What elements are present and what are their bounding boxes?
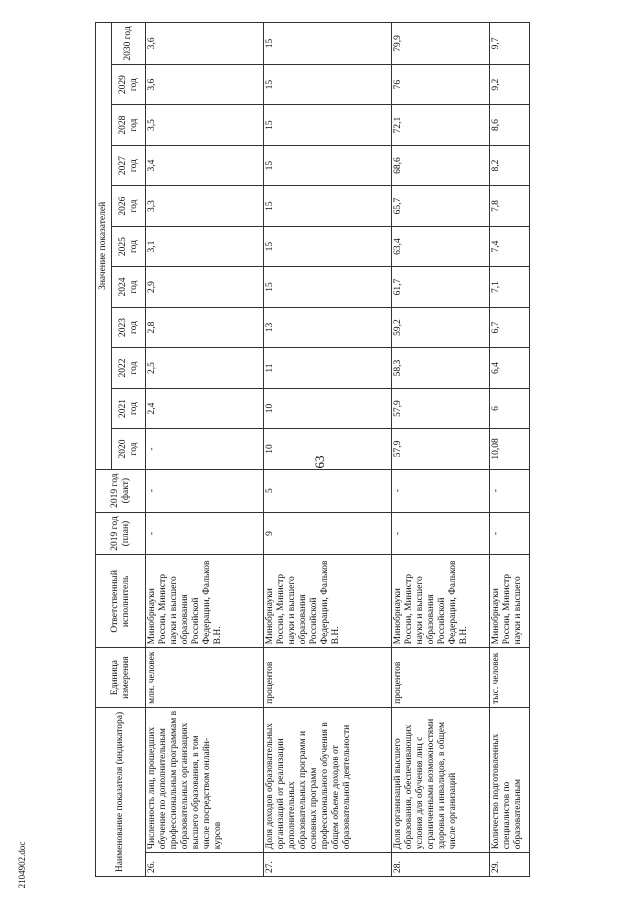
value-cell: 2,9 (146, 267, 264, 307)
value-cell: 6,4 (490, 348, 530, 388)
value-cell: 59,2 (392, 307, 490, 347)
indicators-table (95, 22, 530, 877)
responsible-cell: Минобрнауки России, Министр науки и высшего образования Российской Федерации, Фальков В.Н. (146, 555, 264, 648)
header-year: 2029 год (112, 64, 146, 104)
plan-2019-cell: 9 (264, 512, 392, 555)
value-cell: 68,6 (392, 145, 490, 185)
header-year: 2023 год (112, 307, 146, 347)
value-cell: 10,08 (490, 429, 530, 469)
value-cell: 7,8 (490, 186, 530, 226)
table-row (146, 23, 264, 877)
row-number: 28. (392, 853, 490, 877)
header-year: 2020 год (112, 429, 146, 469)
file-id: 2104902.doc (17, 841, 27, 889)
row-number: 26. (146, 853, 264, 877)
header-indicator-name: Наименование показателя (индикатора) (96, 707, 146, 876)
plan-2019-cell: - (490, 512, 530, 555)
header-year: 2028 год (112, 105, 146, 145)
header-year: 2026 год (112, 186, 146, 226)
header-year: 2021 год (112, 388, 146, 428)
value-cell: 3,4 (146, 145, 264, 185)
indicator-name: Численность лиц, прошедших обучение по дополнительным профессиональным программам в образовательных организациях высшего образования, в том числе посредством онлайн-курсов (146, 707, 264, 852)
header-unit: Единица измерения (96, 648, 146, 708)
value-cell: 13 (264, 307, 392, 347)
fact-2019-cell: - (392, 469, 490, 512)
value-cell: 3,6 (146, 64, 264, 104)
header-responsible: Ответственный исполнитель (96, 555, 146, 648)
value-cell: 15 (264, 186, 392, 226)
indicator-name: Доля доходов образовательных организаций от реализации дополнительных образовательных программ и основных программ профессионального обучения в общем объеме доходов от образовательной деятельности (264, 707, 392, 852)
plan-2019-cell: - (392, 512, 490, 555)
header-year: 2027 год (112, 145, 146, 185)
value-cell: 6 (490, 388, 530, 428)
rotated-table-area (95, 22, 525, 877)
value-cell: 58,3 (392, 348, 490, 388)
responsible-cell: Минобрнауки России, Министр науки и высшего (490, 555, 530, 648)
unit-cell: млн. человек (146, 648, 264, 708)
value-cell: 3,1 (146, 226, 264, 266)
fact-2019-cell: 5 (264, 469, 392, 512)
header-2019-plan: 2019 год (план) (96, 512, 146, 555)
value-cell: 15 (264, 64, 392, 104)
value-cell: 15 (264, 267, 392, 307)
value-cell: 9,7 (490, 23, 530, 65)
unit-cell: тыс. человек (490, 648, 530, 708)
plan-2019-cell: - (146, 512, 264, 555)
value-cell: 2,4 (146, 388, 264, 428)
value-cell: 2,5 (146, 348, 264, 388)
value-cell: 15 (264, 145, 392, 185)
value-cell: 65,7 (392, 186, 490, 226)
value-cell: 72,1 (392, 105, 490, 145)
value-cell: 61,7 (392, 267, 490, 307)
header-2019-fact: 2019 год (факт) (96, 469, 146, 512)
header-year: 2030 год (112, 23, 146, 65)
page-number: 63 (312, 455, 327, 469)
value-cell: 7,1 (490, 267, 530, 307)
header-year: 2024 год (112, 267, 146, 307)
value-cell: 76 (392, 64, 490, 104)
value-cell: 3,3 (146, 186, 264, 226)
value-cell: 79,9 (392, 23, 490, 65)
value-cell: - (146, 429, 264, 469)
unit-cell: процентов (264, 648, 392, 708)
value-cell: 11 (264, 348, 392, 388)
value-cell: 2,8 (146, 307, 264, 347)
value-cell: 6,7 (490, 307, 530, 347)
header-values-group: Значение показателей (96, 23, 112, 470)
row-number: 29. (490, 853, 530, 877)
row-number: 27. (264, 853, 392, 877)
indicator-name: Доля организаций высшего образования, обеспечивающих условия для обучения лиц с ограниченными возможностями здоровья и инвалидов, в общем числе организаций (392, 707, 490, 852)
header-year: 2025 год (112, 226, 146, 266)
value-cell: 57,9 (392, 388, 490, 428)
value-cell: 10 (264, 388, 392, 428)
fact-2019-cell: - (490, 469, 530, 512)
table-row (490, 23, 530, 877)
indicator-name: Количество подготовленных специалистов по образовательным (490, 707, 530, 852)
responsible-cell: Минобрнауки России, Министр науки и высшего образования Российской Федерации, Фальков В.Н. (264, 555, 392, 648)
value-cell: 15 (264, 23, 392, 65)
value-cell: 8,2 (490, 145, 530, 185)
value-cell: 10 (264, 429, 392, 469)
value-cell: 3,5 (146, 105, 264, 145)
responsible-cell: Минобрнауки России, Министр науки и высшего образования Российской Федерации, Фальков В.Н. (392, 555, 490, 648)
value-cell: 3,6 (146, 23, 264, 65)
header-year: 2022 год (112, 348, 146, 388)
table-row (392, 23, 490, 877)
value-cell: 63,4 (392, 226, 490, 266)
table-row (264, 23, 392, 877)
value-cell: 57,9 (392, 429, 490, 469)
fact-2019-cell: - (146, 469, 264, 512)
value-cell: 15 (264, 226, 392, 266)
value-cell: 15 (264, 105, 392, 145)
value-cell: 7,4 (490, 226, 530, 266)
unit-cell: процентов (392, 648, 490, 708)
value-cell: 8,6 (490, 105, 530, 145)
value-cell: 9,2 (490, 64, 530, 104)
